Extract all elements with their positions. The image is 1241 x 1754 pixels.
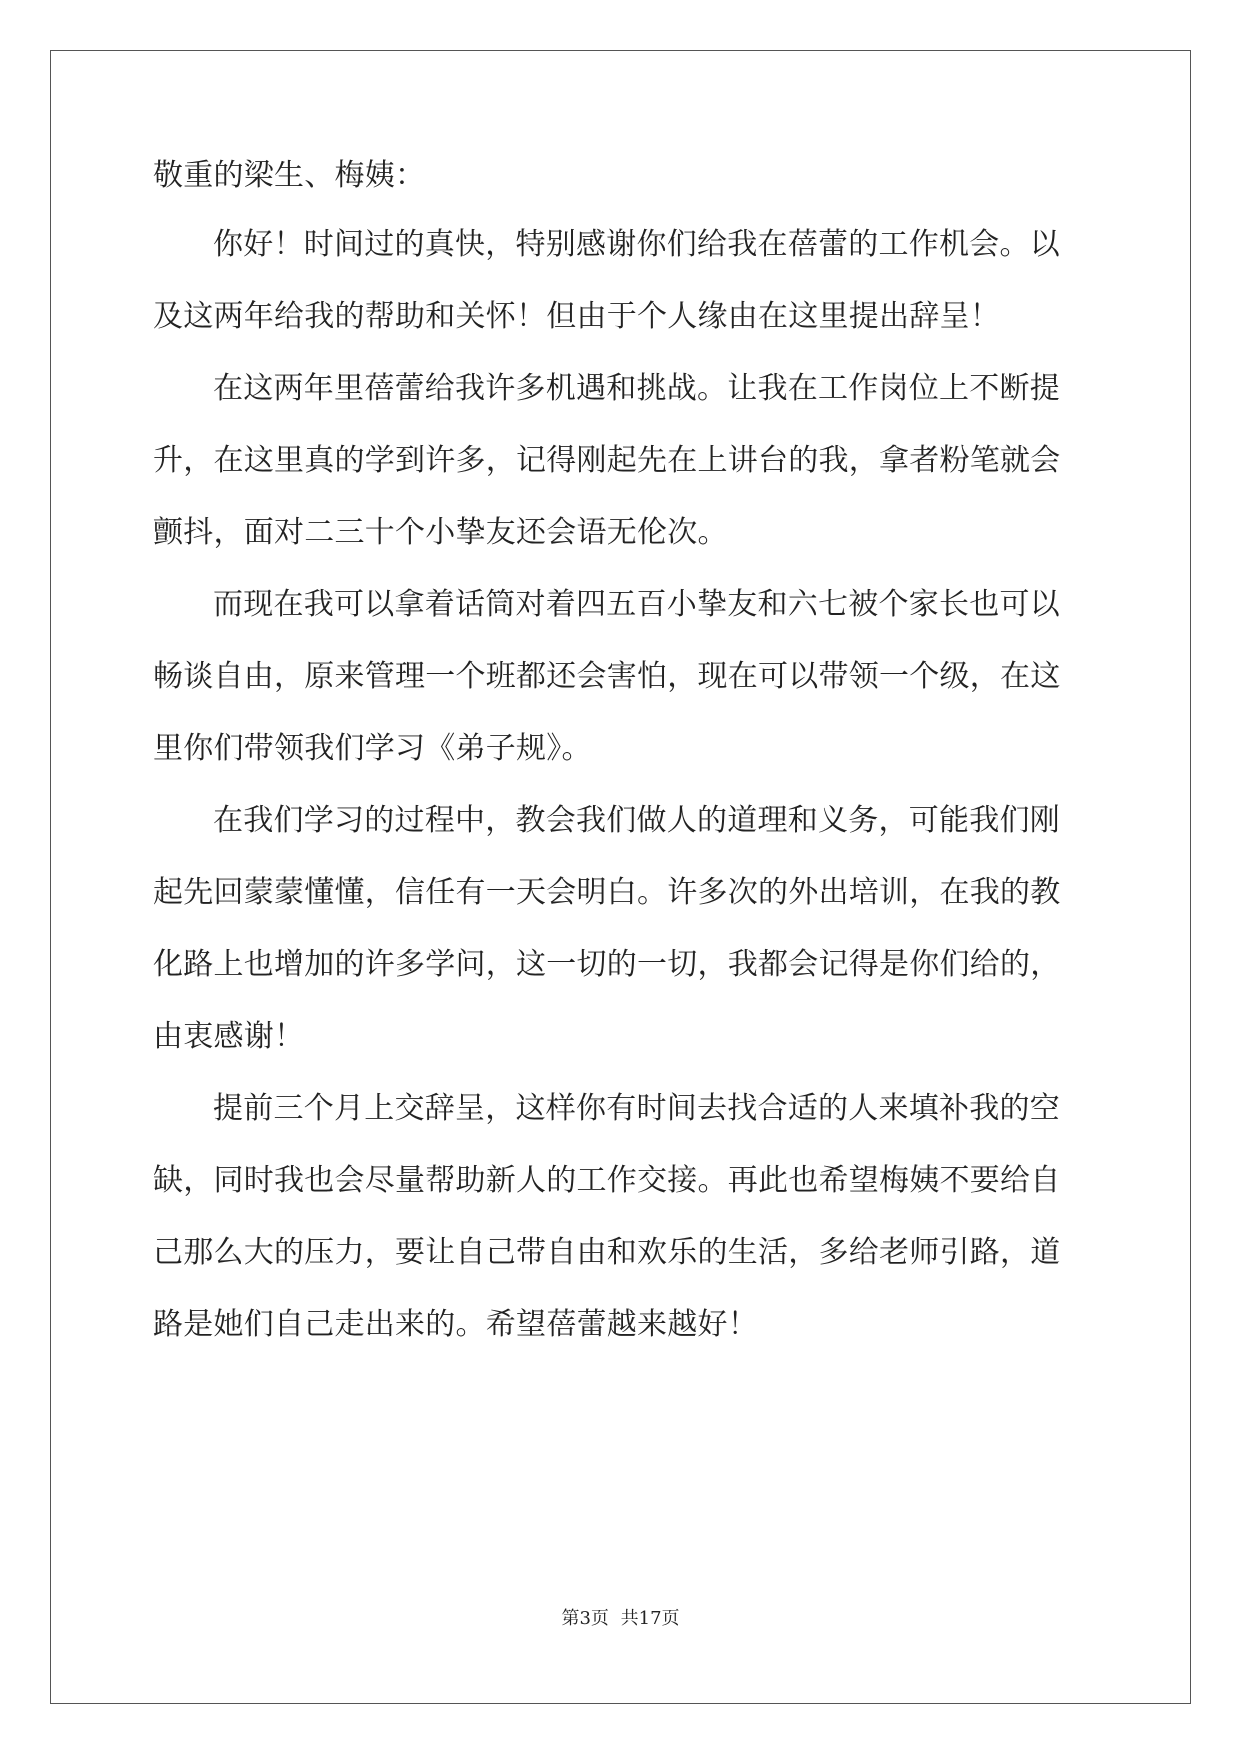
body-line: 而现在我可以拿着话筒对着四五百小挚友和六七被个家长也可以 [213,587,1060,622]
body-line: 畅谈自由，原来管理一个班都还会害怕，现在可以带领一个级，在这 [153,659,1061,694]
body-line: 在这两年里蓓蕾给我许多机遇和挑战。让我在工作岗位上不断提 [213,371,1060,406]
body-line: 升，在这里真的学到许多，记得刚起先在上讲台的我，拿者粉笔就会 [153,443,1061,478]
body-line: 提前三个月上交辞呈，这样你有时间去找合适的人来填补我的空 [213,1091,1060,1126]
body-line: 己那么大的压力，要让自己带自由和欢乐的生活，多给老师引路，道 [153,1235,1061,1270]
body-line: 在我们学习的过程中，教会我们做人的道理和义务，可能我们刚 [213,803,1060,838]
salutation: 敬重的梁生、梅姨： [153,158,426,193]
body-line: 由衷感谢！ [153,1019,305,1054]
body-line: 及这两年给我的帮助和关怀！但由于个人缘由在这里提出辞呈！ [153,299,1000,334]
page-footer [0,1607,1241,1631]
total-pages: 共17页 [620,1608,680,1629]
body-line: 你好！时间过的真快，特别感谢你们给我在蓓蕾的工作机会。以 [213,227,1060,262]
body-line: 起先回蒙蒙懂懂，信任有一天会明白。许多次的外出培训，在我的教 [153,875,1061,910]
current-page: 第3页 [561,1608,609,1629]
body-line: 颤抖，面对二三十个小挚友还会语无伦次。 [153,515,728,550]
body-line: 化路上也增加的许多学问，这一切的一切，我都会记得是你们给的， [153,947,1061,982]
body-line: 路是她们自己走出来的。希望蓓蕾越来越好！ [153,1307,758,1342]
body-line: 里你们带领我们学习《弟子规》。 [153,731,592,766]
body-line: 缺，同时我也会尽量帮助新人的工作交接。再此也希望梅姨不要给自 [153,1163,1061,1198]
